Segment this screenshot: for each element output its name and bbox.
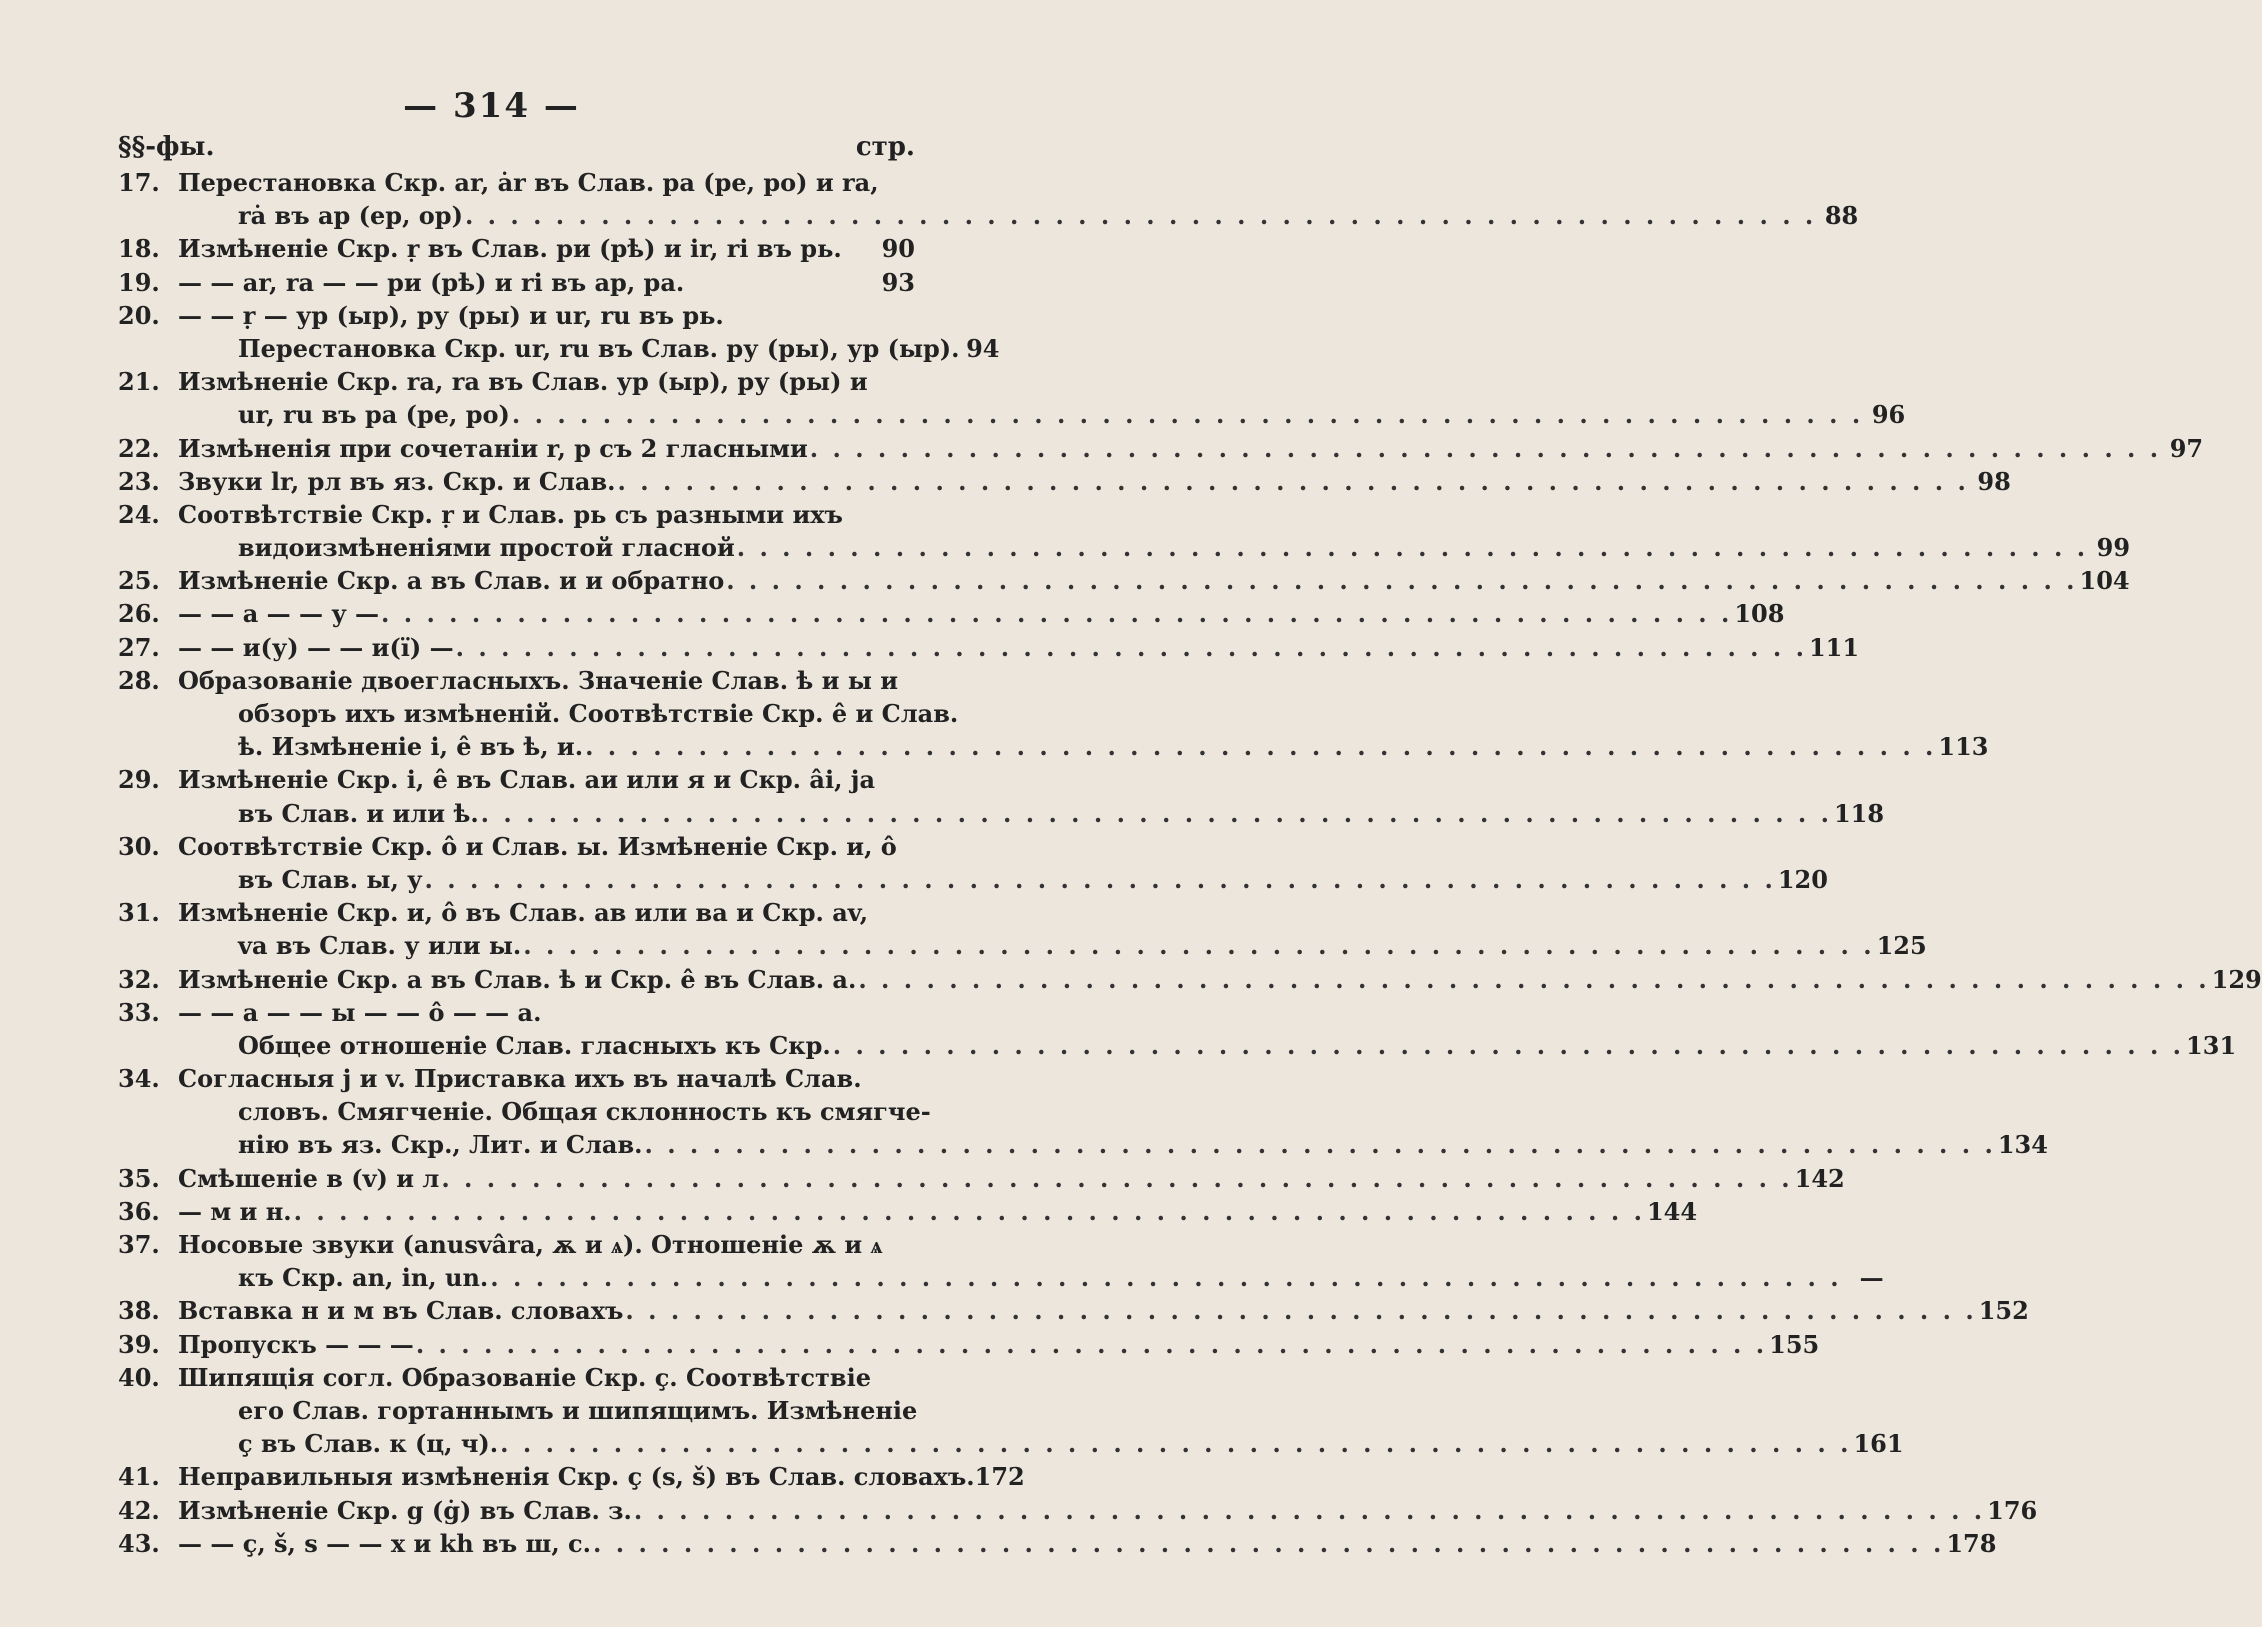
toc-line bbox=[118, 1394, 918, 1427]
page-number: — 314 — bbox=[403, 86, 580, 126]
entry-text: Перестановка Скр. ur, ru въ Слав. ру (ры), ур (ыр). bbox=[238, 333, 960, 363]
section-number: 41. bbox=[118, 1462, 160, 1492]
page-column-label: стр. bbox=[855, 132, 915, 162]
page-reference: 131 bbox=[2186, 1030, 2237, 1060]
entry-text: — — и(у) — — и(ї) — bbox=[178, 632, 454, 662]
section-number: 31. bbox=[118, 898, 160, 928]
toc-line bbox=[118, 1128, 2048, 1161]
toc-line bbox=[118, 1162, 1845, 1195]
toc-line bbox=[118, 763, 915, 796]
page-reference: 142 bbox=[1794, 1163, 1845, 1193]
dot-leader bbox=[423, 863, 1778, 896]
dot-leader bbox=[463, 199, 1818, 232]
entry-text: — м и н. bbox=[178, 1196, 292, 1226]
toc-line bbox=[118, 1460, 1025, 1493]
dot-leader bbox=[856, 963, 2211, 996]
table-of-contents bbox=[118, 166, 2262, 1560]
section-number: 29. bbox=[118, 765, 160, 795]
toc-line bbox=[118, 1261, 1884, 1294]
entry-text: rȧ въ ар (ер, ор) bbox=[238, 201, 463, 231]
page-reference: 152 bbox=[1978, 1296, 2029, 1326]
toc-line bbox=[118, 332, 1000, 365]
page-reference: 125 bbox=[1876, 931, 1927, 961]
entry-text: Шипящія согл. Образованіе Скр. ç. Соотвѣтствіе bbox=[178, 1362, 871, 1392]
dot-leader bbox=[498, 1427, 1853, 1460]
toc-line bbox=[118, 1029, 2237, 1062]
section-number: 19. bbox=[118, 267, 160, 297]
page-reference: 90 bbox=[881, 234, 915, 264]
dot-leader bbox=[488, 1261, 1843, 1294]
toc-line bbox=[118, 365, 915, 398]
toc-line bbox=[118, 1527, 1997, 1560]
entry-text: Согласныя j и v. Приставка ихъ въ началѣ Слав. bbox=[178, 1064, 862, 1094]
entry-text: ѣ. Измѣненіе і, ê въ ѣ, и. bbox=[238, 732, 584, 762]
toc-line bbox=[118, 664, 915, 697]
page-reference: 98 bbox=[1977, 466, 2011, 496]
dot-leader bbox=[292, 1195, 1647, 1228]
section-column-label: §§-фы. bbox=[118, 132, 215, 162]
section-number: 28. bbox=[118, 665, 160, 695]
dot-leader bbox=[735, 531, 2090, 564]
toc-line bbox=[118, 597, 1785, 630]
entry-text: видоизмѣненіями простой гласной bbox=[238, 533, 735, 563]
toc-line bbox=[118, 432, 2204, 465]
section-number: 35. bbox=[118, 1163, 160, 1193]
toc-line bbox=[118, 531, 2131, 564]
entry-text: Образованіе двоегласныхъ. Значеніе Слав. ѣ и ы и bbox=[178, 665, 899, 695]
page-reference: 172 bbox=[974, 1462, 1025, 1492]
entry-text: Вставка н и м въ Слав. словахъ bbox=[178, 1296, 624, 1326]
entry-text: Измѣненіе Скр. і, ê въ Слав. аи или я и Скр. âi, ja bbox=[178, 765, 876, 795]
page-reference: 129 bbox=[2211, 964, 2262, 994]
section-number: 18. bbox=[118, 234, 160, 264]
section-number: 25. bbox=[118, 566, 160, 596]
page-reference: 120 bbox=[1777, 864, 1828, 894]
entry-text: Неправильныя измѣненія Скр. ç (s, š) въ Слав. словахъ. bbox=[178, 1462, 975, 1492]
entry-text: Измѣненіе Скр. а въ Слав. ѣ и Скр. ê въ Слав. а. bbox=[178, 964, 857, 994]
entry-text: Измѣненія при сочетаніи r, р съ 2 гласными bbox=[178, 433, 808, 463]
page-reference: 104 bbox=[2079, 566, 2130, 596]
section-number: 39. bbox=[118, 1329, 160, 1359]
toc-line bbox=[118, 863, 1828, 896]
page-reference: 111 bbox=[1808, 632, 1860, 662]
entry-text: Измѣненіе Скр. а въ Слав. и и обратно bbox=[178, 566, 725, 596]
page-reference: 176 bbox=[1987, 1495, 2038, 1525]
toc-line bbox=[118, 564, 2130, 597]
entry-text: Измѣненіе Скр. и, ô въ Слав. ав или ва и Скр. av, bbox=[178, 898, 869, 928]
section-number: 27. bbox=[118, 632, 160, 662]
section-number: 23. bbox=[118, 466, 160, 496]
dot-leader bbox=[439, 1162, 1794, 1195]
entry-text: его Слав. гортаннымъ и шипящимъ. Измѣненіе bbox=[238, 1395, 918, 1425]
entry-text: Перестановка Скр. ar, ȧr въ Слав. ра (ре, ро) и ra, bbox=[178, 168, 879, 197]
dot-leader bbox=[831, 1029, 2186, 1062]
entry-text: — — ar, ra — — ри (рѣ) и ri въ ар, ра. bbox=[178, 267, 685, 297]
entry-text: нію въ яз. Скр., Лит. и Слав. bbox=[238, 1130, 643, 1160]
toc-line bbox=[118, 299, 915, 332]
page-reference: 118 bbox=[1833, 798, 1885, 828]
entry-text: къ Скр. an, in, un. bbox=[238, 1263, 489, 1293]
section-number: 22. bbox=[118, 433, 160, 463]
dot-leader bbox=[454, 631, 1809, 664]
section-number: 26. bbox=[118, 599, 160, 629]
page-reference: — bbox=[1859, 1263, 1884, 1293]
page-reference: 155 bbox=[1769, 1329, 1820, 1359]
entry-text: Смѣшеніе в (v) и л bbox=[178, 1163, 440, 1193]
dot-leader bbox=[724, 564, 2079, 597]
page-reference: 113 bbox=[1938, 732, 1989, 762]
toc-line bbox=[118, 1228, 915, 1261]
toc-line bbox=[118, 166, 915, 199]
entry-text: — — ç, š, s — — х и kh въ ш, с. bbox=[178, 1528, 592, 1558]
toc-line bbox=[118, 963, 2262, 996]
entry-text: Измѣненіе Скр. ṛ въ Слав. ри (рѣ) и ir, ri въ рь. bbox=[178, 234, 842, 264]
toc-line bbox=[118, 498, 915, 531]
toc-line bbox=[118, 1195, 1698, 1228]
toc-line bbox=[118, 996, 915, 1029]
page-reference: 178 bbox=[1946, 1528, 1997, 1558]
section-number: 43. bbox=[118, 1528, 160, 1558]
page-reference: 99 bbox=[2096, 533, 2131, 563]
dot-leader bbox=[632, 1494, 1987, 1527]
toc-line bbox=[118, 631, 1860, 664]
toc-line bbox=[118, 730, 1989, 763]
toc-line bbox=[118, 896, 915, 929]
entry-text: Звуки lr, рл въ яз. Скр. и Слав. bbox=[178, 466, 616, 496]
toc-line bbox=[118, 797, 1885, 830]
entry-text: Соотвѣтствіе Скр. ô и Слав. ы. Измѣненіе Скр. и, ô bbox=[178, 831, 897, 861]
entry-text: въ Слав. ы, у bbox=[238, 864, 423, 894]
page-reference: 88 bbox=[1824, 201, 1859, 231]
toc-line bbox=[118, 199, 1859, 232]
toc-line bbox=[118, 1494, 2038, 1527]
entry-text: Пропускъ — — — bbox=[178, 1329, 414, 1359]
column-headers bbox=[118, 132, 915, 162]
page-reference: 108 bbox=[1734, 599, 1785, 629]
entry-text: — — ṛ — ур (ыр), ру (ры) и ur, ru въ рь. bbox=[178, 300, 724, 330]
page-reference: 144 bbox=[1646, 1196, 1698, 1226]
section-number: 42. bbox=[118, 1495, 160, 1525]
entry-text: Измѣненіе Скр. ra, ra въ Слав. ур (ыр), ру (ры) и bbox=[178, 367, 868, 397]
toc-line bbox=[118, 697, 959, 730]
entry-text: ç въ Слав. к (ц, ч). bbox=[238, 1429, 499, 1459]
entry-text: Носовые звуки (anusvâra, ѫ и ѧ). Отношеніе ѫ и ѧ bbox=[178, 1230, 883, 1259]
toc-line bbox=[118, 1294, 2029, 1327]
section-number: 30. bbox=[118, 831, 160, 861]
page-reference: 161 bbox=[1853, 1429, 1904, 1459]
dot-leader bbox=[591, 1527, 1946, 1560]
dot-leader bbox=[479, 797, 1834, 830]
entry-text: Измѣненіе Скр. g (ġ) въ Слав. з. bbox=[178, 1495, 632, 1525]
section-number: 36. bbox=[118, 1196, 160, 1226]
section-number: 32. bbox=[118, 964, 160, 994]
toc-line bbox=[118, 1427, 1904, 1460]
section-number: 37. bbox=[118, 1230, 160, 1259]
page-reference: 94 bbox=[966, 333, 1000, 363]
page-reference: 134 bbox=[1997, 1130, 2048, 1160]
page-reference: 93 bbox=[881, 267, 915, 297]
toc-line bbox=[118, 1328, 1820, 1361]
dot-leader bbox=[616, 465, 1971, 498]
toc-line bbox=[118, 830, 915, 863]
section-number: 20. bbox=[118, 300, 160, 330]
dot-leader bbox=[643, 1128, 1998, 1161]
section-number: 21. bbox=[118, 367, 160, 397]
section-number: 38. bbox=[118, 1296, 160, 1326]
page-reference: 97 bbox=[2169, 433, 2204, 463]
entry-text: ur, ru въ ра (ре, ро) bbox=[238, 400, 510, 430]
toc-line bbox=[118, 266, 915, 299]
entry-text: — — а — — у — bbox=[178, 599, 380, 629]
toc-line bbox=[118, 1062, 915, 1095]
toc-line bbox=[118, 232, 915, 265]
entry-text: обзоръ ихъ измѣненій. Соотвѣтствіе Скр. ê и Слав. bbox=[238, 699, 959, 728]
dot-leader bbox=[583, 730, 1938, 763]
section-number: 34. bbox=[118, 1064, 160, 1094]
entry-text: Соотвѣтствіе Скр. ṛ и Слав. рь съ разными ихъ bbox=[178, 499, 843, 529]
section-number: 40. bbox=[118, 1362, 160, 1392]
toc-line bbox=[118, 1361, 915, 1394]
dot-leader bbox=[379, 597, 1734, 630]
dot-leader bbox=[808, 432, 2163, 465]
toc-line bbox=[118, 929, 1927, 962]
entry-text: Общее отношеніе Слав. гласныхъ къ Скр. bbox=[238, 1030, 831, 1060]
toc-line bbox=[118, 398, 1906, 431]
page-reference: 96 bbox=[1871, 400, 1906, 430]
entry-text: va въ Слав. у или ы. bbox=[238, 931, 522, 961]
entry-text: словъ. Смягченіе. Общая склонность къ смягче- bbox=[238, 1097, 931, 1127]
section-number: 17. bbox=[118, 168, 160, 197]
dot-leader bbox=[623, 1294, 1978, 1327]
entry-text: въ Слав. и или ѣ. bbox=[238, 798, 479, 828]
dot-leader bbox=[510, 398, 1865, 431]
section-number: 24. bbox=[118, 499, 160, 529]
entry-text: — — а — — ы — — ô — — а. bbox=[178, 997, 542, 1027]
section-number: 33. bbox=[118, 997, 160, 1027]
toc-line bbox=[118, 1095, 931, 1128]
toc-line bbox=[118, 465, 2011, 498]
dot-leader bbox=[414, 1328, 1769, 1361]
dot-leader bbox=[521, 929, 1876, 962]
